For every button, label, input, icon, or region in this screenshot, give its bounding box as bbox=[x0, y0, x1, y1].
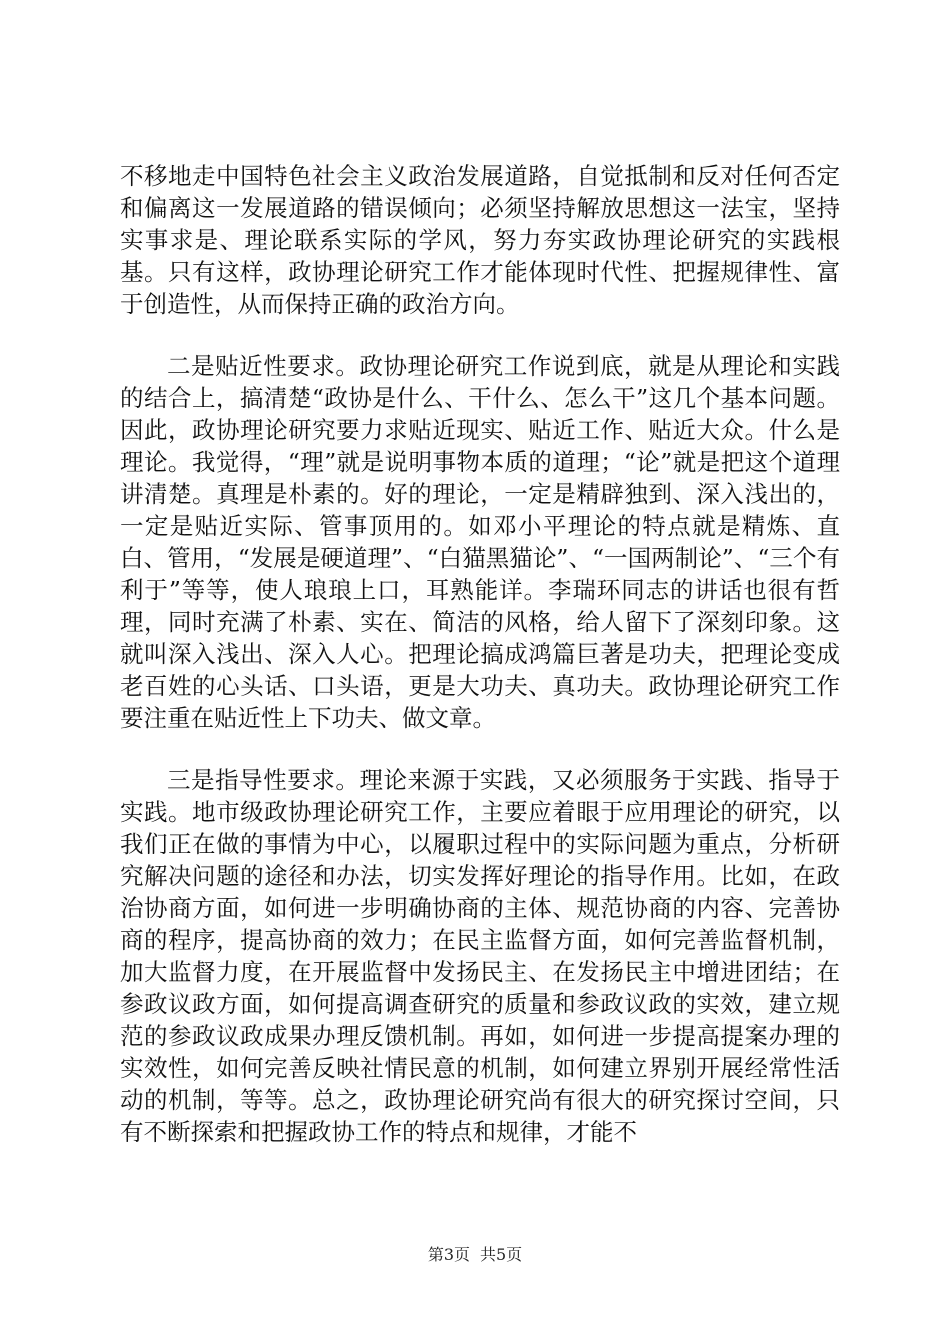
paragraph-proximity-requirement: 二是贴近性要求。政协理论研究工作说到底，就是从理论和实践的结合上，搞清楚“政协是什么、干什么、怎么干”这几个基本问题。因此，政协理论研究要力求贴近现实、贴近工作、贴近大众。什么是理论。我觉得，“理”就是说明事物本质的道理；“论”就是把这个道理讲清楚。真理是朴素的。好的理论，一定是精辟独到、深入浅出的，一定是贴近实际、管事顶用的。如邓小平理论的特点就是精炼、直白、管用，“发展是硬道理”、“白猫黑猫论”、“一国两制论”、“三个有利于”等等，使人琅琅上口，耳熟能详。李瑞环同志的讲话也很有哲理，同时充满了朴素、实在、简洁的风格，给人留下了深刻印象。这就叫深入浅出、深入人心。把理论搞成鸿篇巨著是功夫，把理论变成老百姓的心头话、口头语，更是大功夫、真功夫。政协理论研究工作要注重在贴近性上下功夫、做文章。 bbox=[120, 352, 840, 732]
document-body bbox=[120, 160, 840, 1178]
page-total: 共5页 bbox=[480, 1245, 523, 1264]
page-number: 第3页 bbox=[427, 1245, 470, 1264]
page-footer bbox=[0, 1244, 950, 1266]
paragraph-guidance-requirement: 三是指导性要求。理论来源于实践，又必须服务于实践、指导于实践。地市级政协理论研究工作，主要应着眼于应用理论的研究，以我们正在做的事情为中心，以履职过程中的实际问题为重点，分析研究解决问题的途径和办法，切实发挥好理论的指导作用。比如，在政治协商方面，如何进一步明确协商的主体、规范协商的内容、完善协商的程序，提高协商的效力；在民主监督方面，如何完善监督机制，加大监督力度，在开展监督中发扬民主、在发扬民主中增进团结；在参政议政方面，如何提高调查研究的质量和参政议政的实效，建立规范的参政议政成果办理反馈机制。再如，如何进一步提高提案办理的实效性，如何完善反映社情民意的机制，如何建立界别开展经常性活动的机制，等等。总之，政协理论研究尚有很大的研究探讨空间，只有不断探索和把握政协工作的特点和规律，才能不 bbox=[120, 766, 840, 1146]
paragraph-continuation: 不移地走中国特色社会主义政治发展道路，自觉抵制和反对任何否定和偏离这一发展道路的错误倾向；必须坚持解放思想这一法宝，坚持实事求是、理论联系实际的学风，努力夯实政协理论研究的实践根基。只有这样，政协理论研究工作才能体现时代性、把握规律性、富于创造性，从而保持正确的政治方向。 bbox=[120, 162, 840, 318]
